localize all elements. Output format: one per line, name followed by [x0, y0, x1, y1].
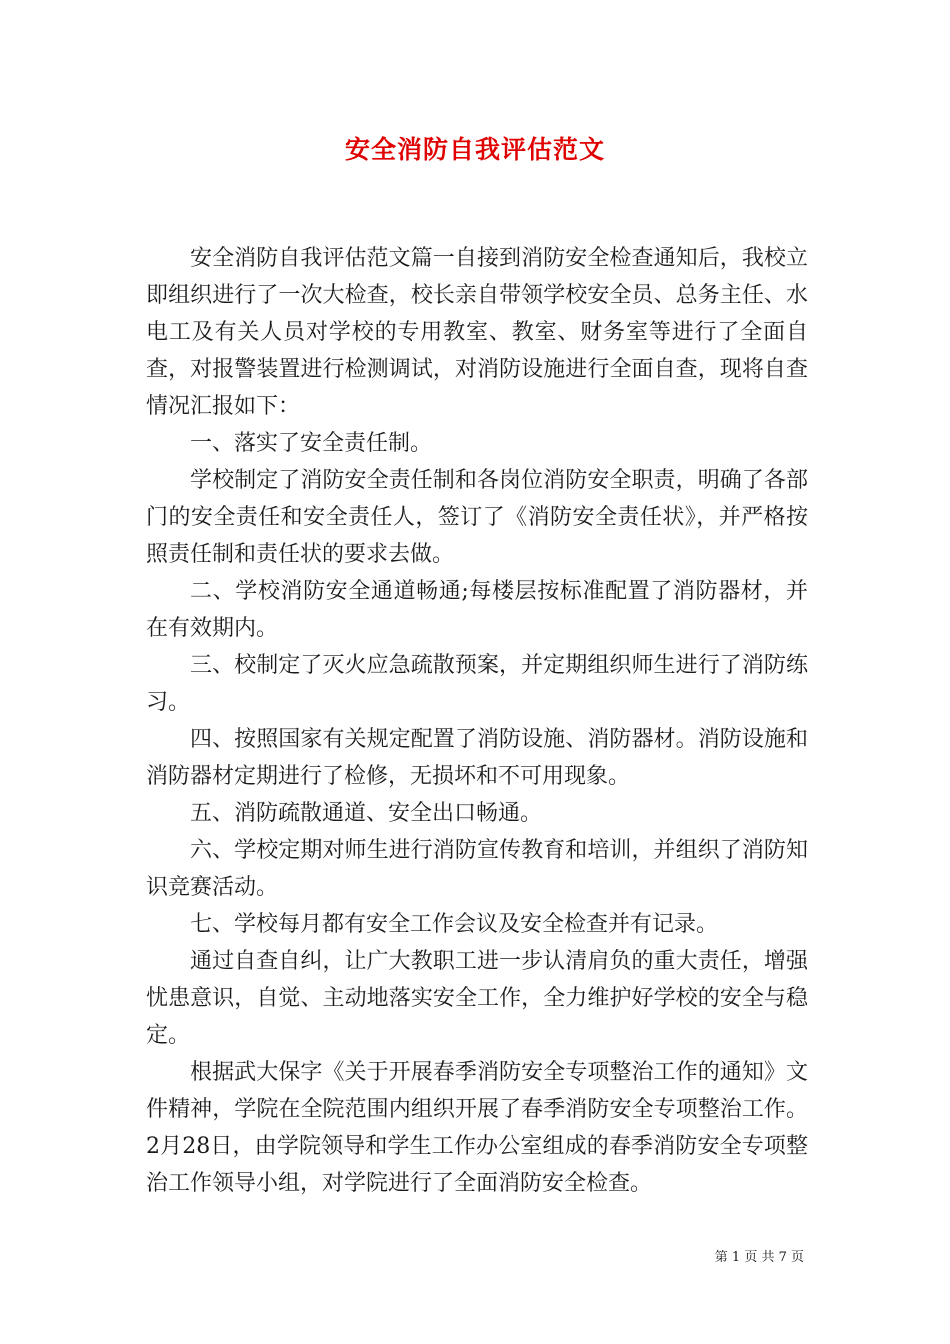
paragraph: 四、按照国家有关规定配置了消防设施、消防器材。消防设施和消防器材定期进行了检修，无损坏和不可用现象。 [146, 727, 808, 789]
paragraph: 一、落实了安全责任制。 [190, 431, 433, 456]
paragraph: 根据武大保字《关于开展春季消防安全专项整治工作的通知》文件精神，学院在全院范围内组织开展了春季消防安全专项整治工作。2月28日，由学院领导和学生工作办公室组成的春季消防安全专项整治工作领导小组，对学院进行了全面消防安全检查。 [146, 1060, 808, 1196]
document-title: 安全消防自我评估范文 [344, 135, 605, 164]
paragraph: 二、学校消防安全通道畅通;每楼层按标准配置了消防器材，并在有效期内。 [146, 579, 808, 641]
paragraph: 三、校制定了灭火应急疏散预案，并定期组织师生进行了消防练习。 [146, 653, 808, 715]
document-body [146, 240, 808, 1202]
paragraph: 五、消防疏散通道、安全出口畅通。 [190, 801, 543, 826]
paragraph: 七、学校每月都有安全工作会议及安全检查并有记录。 [190, 912, 719, 937]
page-number-footer: 第 1 页 共 7 页 [714, 1250, 804, 1265]
paragraph: 安全消防自我评估范文篇一自接到消防安全检查通知后，我校立即组织进行了一次大检查，校长亲自带领学校安全员、总务主任、水电工及有关人员对学校的专用教室、教室、财务室等进行了全面自查，对报警装置进行检测调试，对消防设施进行全面自查，现将自查情况汇报如下： [146, 246, 808, 419]
paragraph: 通过自查自纠，让广大教职工进一步认清肩负的重大责任，增强忧患意识，自觉、主动地落实安全工作，全力维护好学校的安全与稳定。 [146, 949, 808, 1048]
paragraph: 学校制定了消防安全责任制和各岗位消防安全职责，明确了各部门的安全责任和安全责任人，签订了《消防安全责任状》，并严格按照责任制和责任状的要求去做。 [146, 468, 808, 567]
paragraph: 六、学校定期对师生进行消防宣传教育和培训，并组织了消防知识竞赛活动。 [146, 838, 808, 900]
